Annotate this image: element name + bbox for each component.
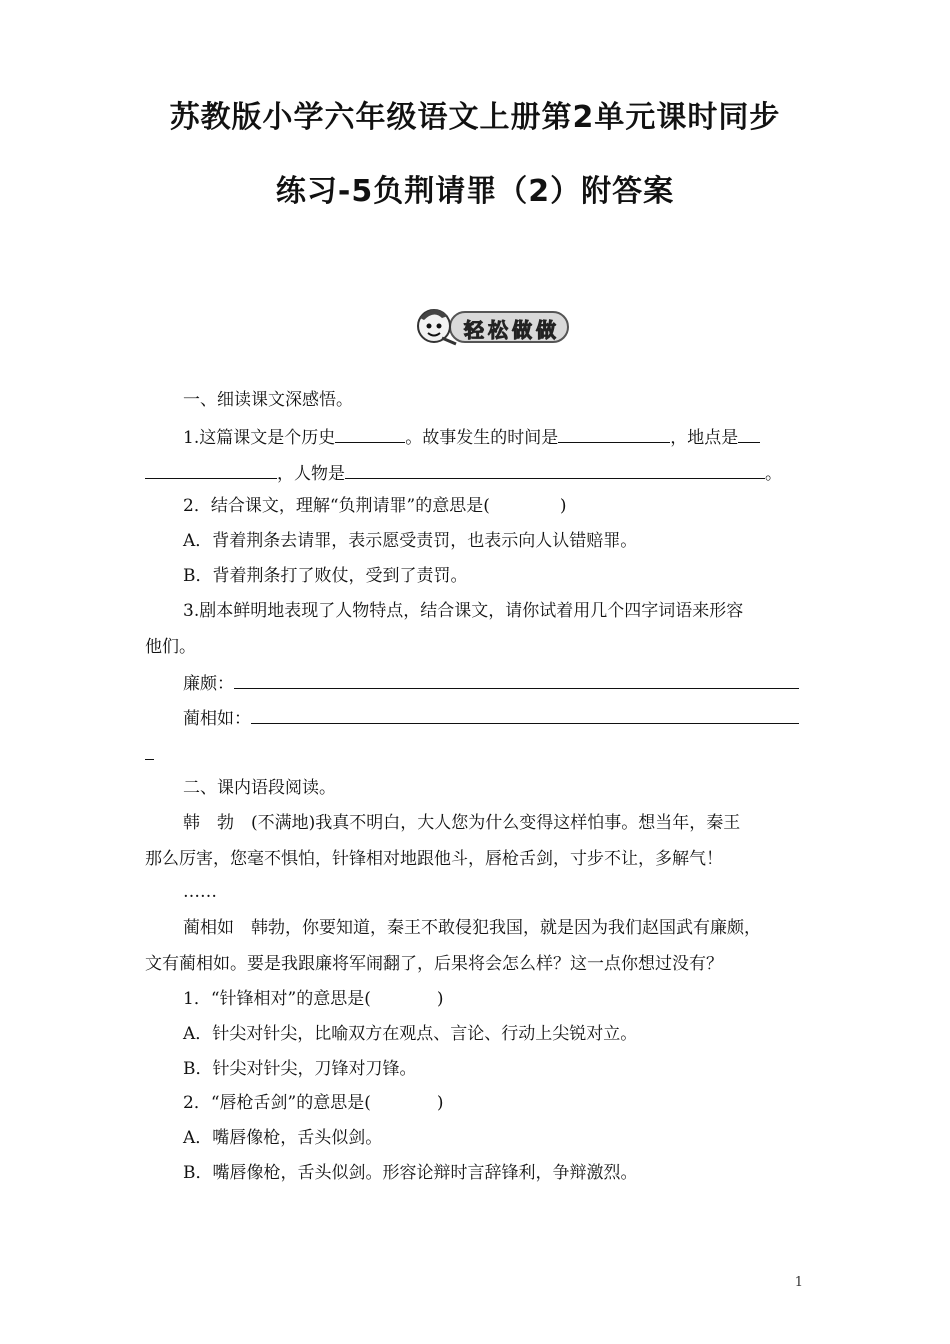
question-3-continued: 他们。 [145,637,196,657]
question-3: 3.剧本鲜明地表现了人物特点，结合课文，请你试着用几个四字词语来形容 [183,601,744,621]
document-title-line1: 苏教版小学六年级语文上册第2单元课时同步 [169,100,781,135]
passage-hanbo-continued: 那么厉害，您毫不惧怕，针锋相对地跟他斗，唇枪舌剑，寸步不让，多解气！ [145,849,723,869]
section1-heading: 一、细读课文深感悟。 [183,390,353,410]
linxiangru-answer: 蔺相如： [183,707,815,729]
question-1-continued: ，人物是 。 [145,462,815,484]
question-2: 2．结合课文，理解“负荆请罪”的意思是( ) [183,496,567,516]
option-2-2b: B．嘴唇像枪，舌头似剑。形容论辩时言辞锋利，争辩激烈。 [183,1163,638,1183]
badge-label: 轻松做做 [464,318,560,342]
blank-place[interactable] [145,462,277,479]
passage-hanbo: 韩 勃 (不满地)我真不明白，大人您为什么变得这样怕事。想当年，秦王 [183,813,741,833]
blank-genre[interactable] [335,426,405,443]
blank-characters[interactable] [345,462,765,479]
blank-lianpo[interactable] [234,672,799,689]
option-2-1b: B．针尖对针尖，刀锋对刀锋。 [183,1059,417,1079]
lianpo-answer: 廉颇： [183,672,815,694]
option-2a: A．背着荆条去请罪，表示愿受责罚，也表示向人认错赔罪。 [183,531,638,551]
page-number: 1 [794,1275,803,1290]
section2-heading: 二、课内语段阅读。 [183,778,336,798]
blank-linxiangru[interactable] [251,707,799,724]
passage-linxiangru: 蔺相如 韩勃，你要知道，秦王不敢侵犯我国，就是因为我们赵国武有廉颇， [183,918,761,938]
option-2-2a: A．嘴唇像枪，舌头似剑。 [183,1128,383,1148]
section-badge [412,300,572,350]
question-2-2: 2．“唇枪舌剑”的意思是( ) [183,1093,444,1113]
option-2-1a: A．针尖对针尖，比喻双方在观点、言论、行动上尖锐对立。 [183,1024,638,1044]
ellipsis: …… [183,882,217,902]
blank-place-start[interactable] [738,426,760,443]
passage-linxiangru-continued: 文有蔺相如。要是我跟廉将军闹翻了，后果将会怎么样？这一点你想过没有？ [145,954,723,974]
blank-time[interactable] [558,426,670,443]
option-2b: B．背着荆条打了败仗，受到了责罚。 [183,566,468,586]
document-title-line2: 练习-5负荆请罪（2）附答案 [275,174,675,209]
question-1: 1.这篇课文是个历史 。故事发生的时间是 ，地点是 [183,426,815,448]
blank-overflow [145,743,815,765]
question-2-1: 1．“针锋相对”的意思是( ) [183,989,444,1009]
